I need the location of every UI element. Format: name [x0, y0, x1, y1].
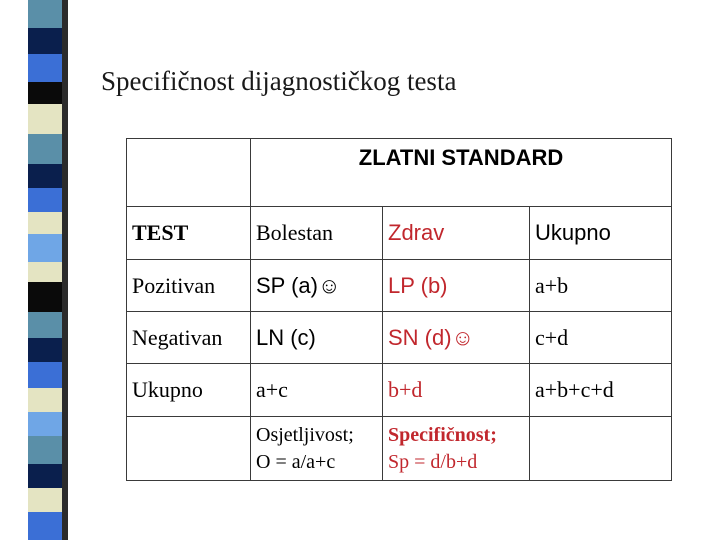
table-row — [127, 312, 672, 364]
table-row — [127, 417, 672, 481]
table-cell: a+c — [251, 364, 383, 417]
gold-standard-header: ZLATNI STANDARD — [251, 139, 672, 207]
table-cell: Bolestan — [251, 207, 383, 260]
table-cell: Negativan — [127, 312, 251, 364]
decorative-side-strip — [28, 0, 68, 540]
specificity-cell — [383, 417, 530, 481]
table-cell: SP (a)☺ — [251, 260, 383, 312]
table-cell: SN (d)☺ — [383, 312, 530, 364]
table-row — [127, 139, 672, 207]
sensitivity-cell — [251, 417, 383, 481]
table-cell-empty — [127, 417, 251, 481]
table-cell: Zdrav — [383, 207, 530, 260]
table-cell: Ukupno — [127, 364, 251, 417]
table-cell: c+d — [530, 312, 672, 364]
table-cell: a+b — [530, 260, 672, 312]
table-cell: Pozitivan — [127, 260, 251, 312]
table-cell: LN (c) — [251, 312, 383, 364]
table-cell: LP (b) — [383, 260, 530, 312]
table-cell: Ukupno — [530, 207, 672, 260]
table-row — [127, 260, 672, 312]
contingency-table — [126, 138, 672, 481]
table-cell: TEST — [127, 207, 251, 260]
table-cell-empty — [127, 139, 251, 207]
table-row — [127, 364, 672, 417]
table-cell: b+d — [383, 364, 530, 417]
table-cell-empty — [530, 417, 672, 481]
slide-title: Specifičnost dijagnostičkog testa — [101, 66, 457, 96]
sensitivity-label: Osjetljivost; — [256, 423, 354, 446]
table-cell: a+b+c+d — [530, 364, 672, 417]
specificity-label: Specifičnost; — [388, 423, 497, 446]
table-row — [127, 207, 672, 260]
specificity-formula: Sp = d/b+d — [388, 450, 478, 473]
sensitivity-formula: O = a/a+c — [256, 450, 336, 473]
